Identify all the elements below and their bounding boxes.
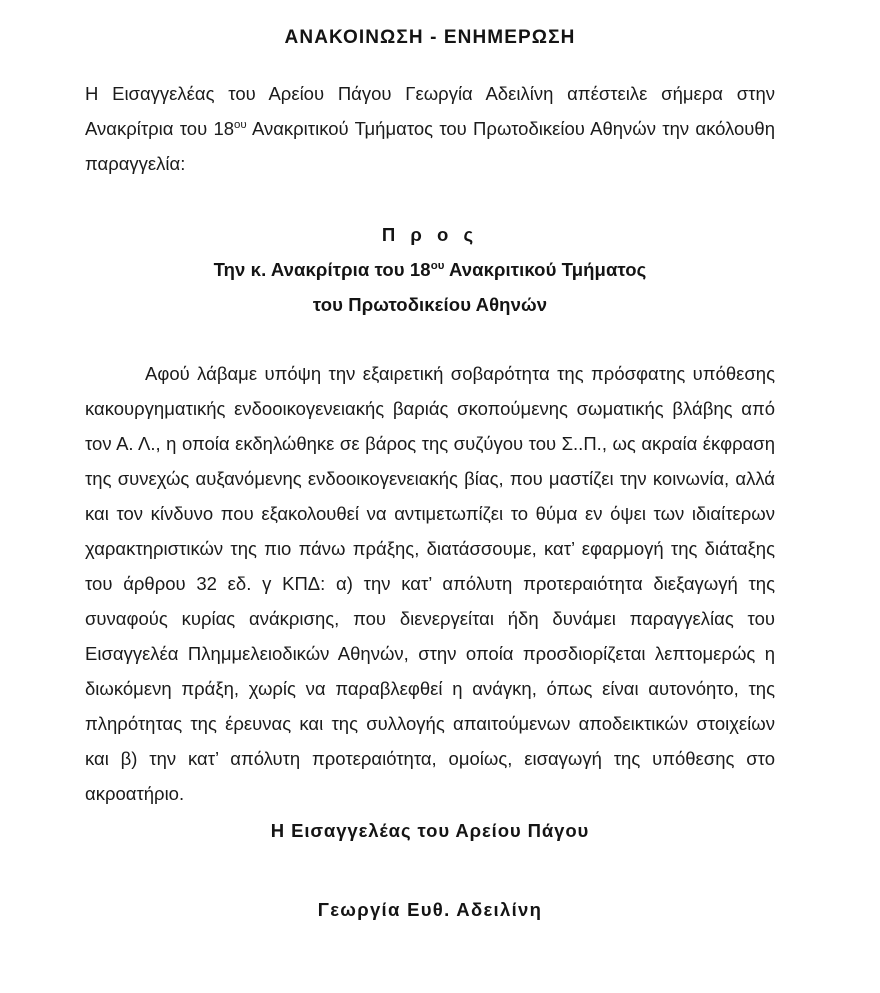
document-text-column — [85, 0, 775, 927]
body-paragraph: Αφού λάβαμε υπόψη την εξαιρετική σοβαρότητα της πρόσφατης υπόθεσης κακουργηματικής ενδοοικογενειακής βαριάς σκοπούμενης σωματικής βλάβης από τον Α. Λ., η οποία εκδηλώθηκε σε βάρος της συζύγου του Σ..Π., ως ακραία έκφραση της συνεχώς αυξανόμενης ενδοοικογενειακής βίας, που μαστίζει την κοινωνία, αλλά και τον κίνδυνο που εξακολουθεί να αντιμετωπίζει το θύμα εν όψει των ιδιαίτερων χαρακτηριστικών της πιο πάνω πράξης, διατάσσουμε, κατ’ εφαρμογή της διάταξης του άρθρου 32 εδ. γ ΚΠΔ: α) την κατ’ απόλυτη προτεραιότητα διεξαγωγή της συναφούς κυρίας ανάκρισης, που διενεργείται ήδη δυνάμει παραγγελίας του Εισαγγελέα Πλημμελειοδικών Αθηνών, στην οποία προσδιορίζεται λεπτομερώς η διωκόμενη πράξη, χωρίς να παραβλεφθεί η ανάγκη, όπως είναι αυτονόητο, της πληρότητας της έρευνας και της συλλογής απαιτούμενων αποδεικτικών στοιχείων και β) την κατ’ απόλυτη προτεραιότητα, ομοίως, εισαγωγή της υπόθεσης στο ακροατήριο. — [85, 362, 775, 804]
ordinal-suffix-intro: ου — [234, 118, 247, 131]
signature-name: Γεωργία Ευθ. Αδειλίνη — [317, 898, 543, 920]
ordinal-suffix-address: ου — [430, 259, 445, 272]
intro-text-after-ordinal: Ανακριτικού Τμήματος του Πρωτοδικείου Αθηνών την ακόλουθη παραγγελία: — [85, 117, 775, 174]
intro-paragraph — [85, 50, 775, 181]
signature-title: Η Εισαγγελέας του Αρείου Πάγου — [270, 819, 590, 841]
intro-text-before-ordinal: Η Εισαγγελέας του Αρείου Πάγου Γεωργία Αδειλίνη απέστειλε σήμερα στην Ανακρίτρια του 18 — [85, 82, 775, 139]
page-title: ΑΝΑΚΟΙΝΩΣΗ - ΕΝΗΜΕΡΩΣΗ — [284, 27, 576, 48]
address-line-1-before-ordinal: Την κ. Ανακρίτρια του 18 — [213, 258, 431, 280]
address-line-1-after-ordinal: Ανακριτικού Τμήματος — [444, 258, 647, 280]
address-to-label: Π ρ ο ς — [381, 223, 479, 245]
address-line-2: του Πρωτοδικείου Αθηνών — [312, 293, 548, 315]
signature-block — [85, 811, 775, 927]
address-line-1 — [85, 252, 775, 287]
address-block — [85, 181, 775, 322]
